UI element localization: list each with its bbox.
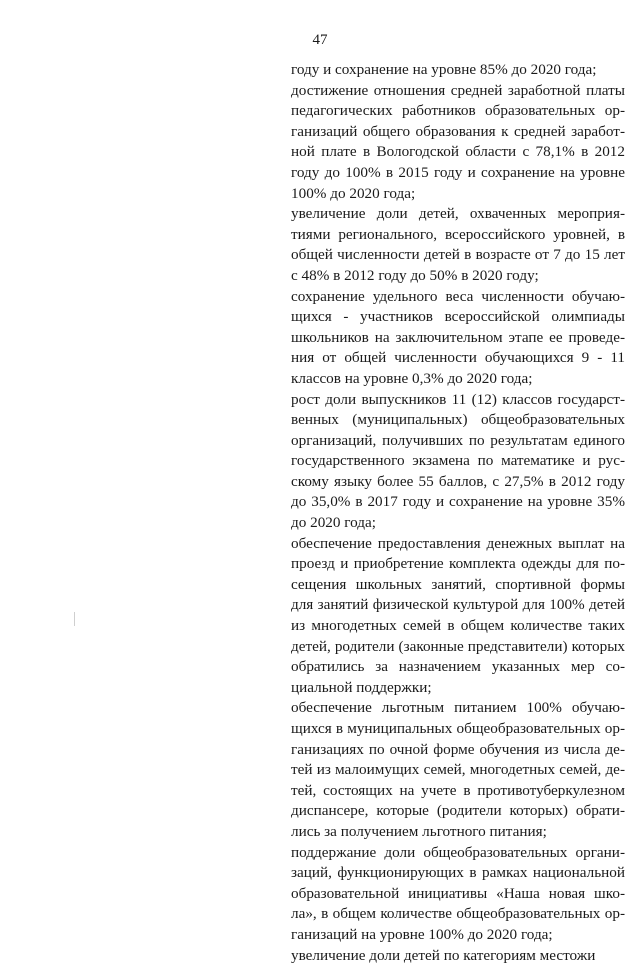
paragraph: достижение отношения средней заработной платы педагогических работников образовательных организаций общего образования к средней заработной плате в Вологодской области с 78,1% в 2012 году до 100% в 2015 году и сохранение на уровне 100% до 2020 года;	[291, 81, 625, 202]
paragraph: поддержание доли общеобразовательных организаций, функционирующих в рамках национальной образовательной инициативы «Наша новая школа», в общем количестве общеобразовательных организаций на уровне 100% до 2020 года;	[291, 843, 625, 943]
paragraph: рост доли выпускников 11 (12) классов государственных (муниципальных) общеобразовательных организаций, получивших по результатам единого государственного экзамена по математике и русскому языку более 55 баллов, с 27,5% в 2012 году до 35,0% в 2017 году и сохранение на уровне 35% до 2020 года;	[291, 390, 625, 532]
page-number: 47	[312, 32, 328, 48]
document-body-text	[291, 60, 625, 966]
scan-artifact-mark	[74, 612, 75, 626]
paragraph: обеспечение льготным питанием 100% обучающихся в муниципальных общеобразовательных организациях по очной форме обучения из числа детей из малоимущих семей, многодетных семей, детей, состоящих на учете в противотуберкулезном диспансере, которые (родители которых) обратились за получением льготного питания;	[291, 699, 625, 840]
paragraph: увеличение доли детей по категориям местожи	[291, 946, 596, 964]
paragraph: обеспечение предоставления денежных выплат на проезд и приобретение комплекта одежды для посещения школьных занятий, спортивной формы для занятий физической культурой для 100% детей из многодетных семей в общем количестве таких детей, родители (законные представители) которых обратились за назначением указанных мер социальной поддержки;	[291, 534, 625, 696]
paragraph: увеличение доли детей, охваченных мероприятиями регионального, всероссийского уровней, в общей численности детей в возрасте от 7 до 15 лет с 48% в 2012 году до 50% в 2020 году;	[291, 205, 625, 284]
paragraph: году и сохранение на уровне 85% до 2020 года;	[291, 61, 597, 78]
paragraph: сохранение удельного веса численности обучающихся - участников всероссийской олимпиады школьников на заключительном этапе ее проведения от общей численности обучающихся 9 - 11 классов на уровне 0,3% до 2020 года;	[291, 287, 625, 387]
